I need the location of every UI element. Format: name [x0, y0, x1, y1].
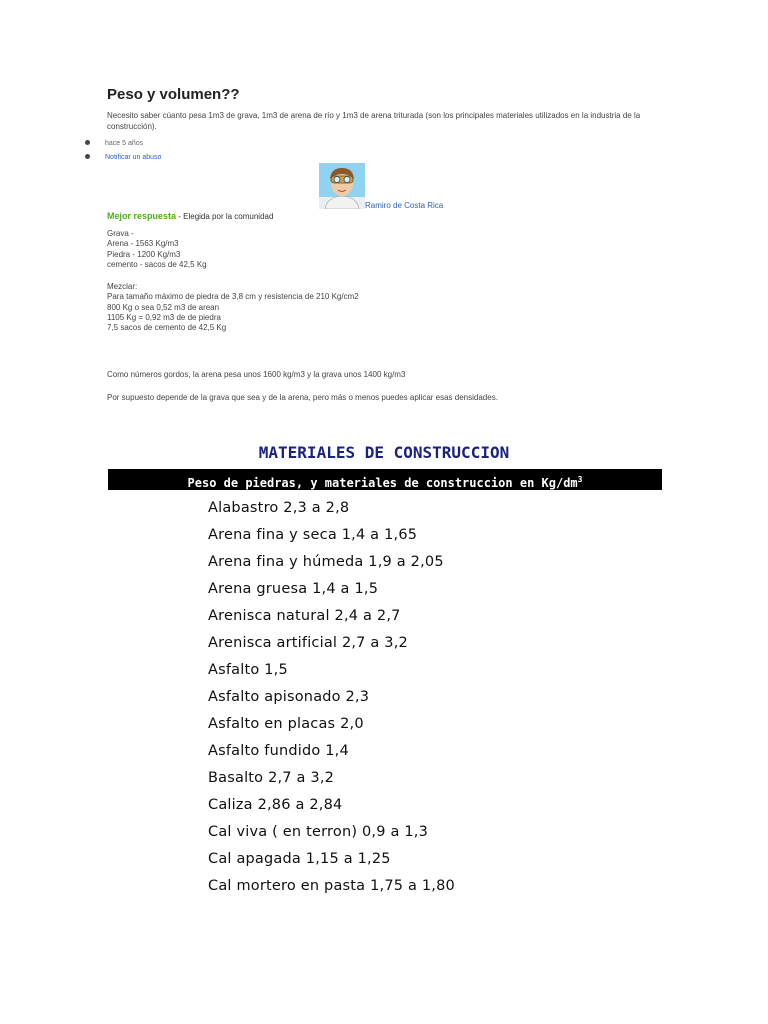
material-item: Cal apagada 1,15 a 1,25 — [208, 851, 391, 867]
answer-materials — [107, 229, 207, 270]
answer-mix — [107, 282, 359, 333]
superscript: 3 — [577, 475, 583, 484]
question-time-row — [85, 140, 143, 147]
answer-line: Para tamaño máximo de piedra de 3,8 cm y resistencia de 210 Kg/cm2 — [107, 292, 359, 302]
answer-note: Como números gordos, la arena pesa unos 1600 kg/m3 y la grava unos 1400 kg/m3 — [107, 370, 406, 379]
answer-note: Por supuesto depende de la grava que sea y de la arena, pero más o menos puedes aplicar esas densidades. — [107, 393, 498, 402]
material-item: Caliza 2,86 a 2,84 — [208, 797, 343, 813]
material-item: Arena gruesa 1,4 a 1,5 — [208, 581, 379, 597]
answer-line: cemento - sacos de 42,5 Kg — [107, 259, 207, 269]
answer-line: 800 Kg o sea 0,52 m3 de arean — [107, 302, 220, 312]
material-item: Arenisca artificial 2,7 a 3,2 — [208, 635, 408, 651]
chosen-by-text: - Elegida por la comunidad — [176, 212, 274, 221]
material-item: Arena fina y húmeda 1,9 a 2,05 — [208, 554, 444, 570]
materials-header — [108, 469, 662, 490]
material-item: Alabastro 2,3 a 2,8 — [208, 500, 350, 516]
bullet-icon — [85, 140, 90, 145]
best-answer-line — [107, 211, 273, 221]
answer-line: 1105 Kg = 0,92 m3 de de piedra — [107, 312, 221, 322]
material-item: Asfalto fundido 1,4 — [208, 743, 349, 759]
material-item: Asfalto en placas 2,0 — [208, 716, 364, 732]
best-answer-label: Mejor respuesta — [107, 211, 177, 221]
materials-header-text: Peso de piedras, y materiales de construccion en Kg/dm — [187, 476, 578, 490]
answer-line: Grava - — [107, 229, 134, 238]
material-item: Cal mortero en pasta 1,75 a 1,80 — [208, 878, 455, 894]
report-abuse-link[interactable]: Notificar un abuso — [105, 154, 162, 161]
answer-line: 7,5 sacos de cemento de 42,5 Kg — [107, 323, 227, 333]
materials-list — [208, 495, 455, 900]
answer-line: Piedra - 1200 Kg/m3 — [107, 249, 181, 259]
material-item: Arena fina y seca 1,4 a 1,65 — [208, 527, 418, 543]
question-body: Necesito saber cúanto pesa 1m3 de grava, 1m3 de arena de río y 1m3 de arena triturada (son los principales materiales utilizados en la industria de la construcción). — [107, 111, 641, 131]
time-ago: hace 5 años — [105, 140, 144, 147]
material-item: Cal viva ( en terron) 0,9 a 1,3 — [208, 824, 429, 840]
answer-line: Arena - 1563 Kg/m3 — [107, 239, 179, 249]
answer-line: Mezclar: — [107, 282, 138, 291]
report-row — [85, 154, 161, 161]
material-item: Arenisca natural 2,4 a 2,7 — [208, 608, 401, 624]
question-title: Peso y volumen?? — [107, 86, 240, 103]
bullet-icon — [85, 154, 90, 159]
avatar[interactable] — [319, 163, 365, 209]
materials-title: MATERIALES DE CONSTRUCCION — [258, 443, 510, 462]
material-item: Asfalto apisonado 2,3 — [208, 689, 370, 705]
material-item: Basalto 2,7 a 3,2 — [208, 770, 335, 786]
answer-author-link[interactable]: Ramiro de Costa Rica — [365, 201, 444, 210]
material-item: Asfalto 1,5 — [208, 662, 288, 678]
